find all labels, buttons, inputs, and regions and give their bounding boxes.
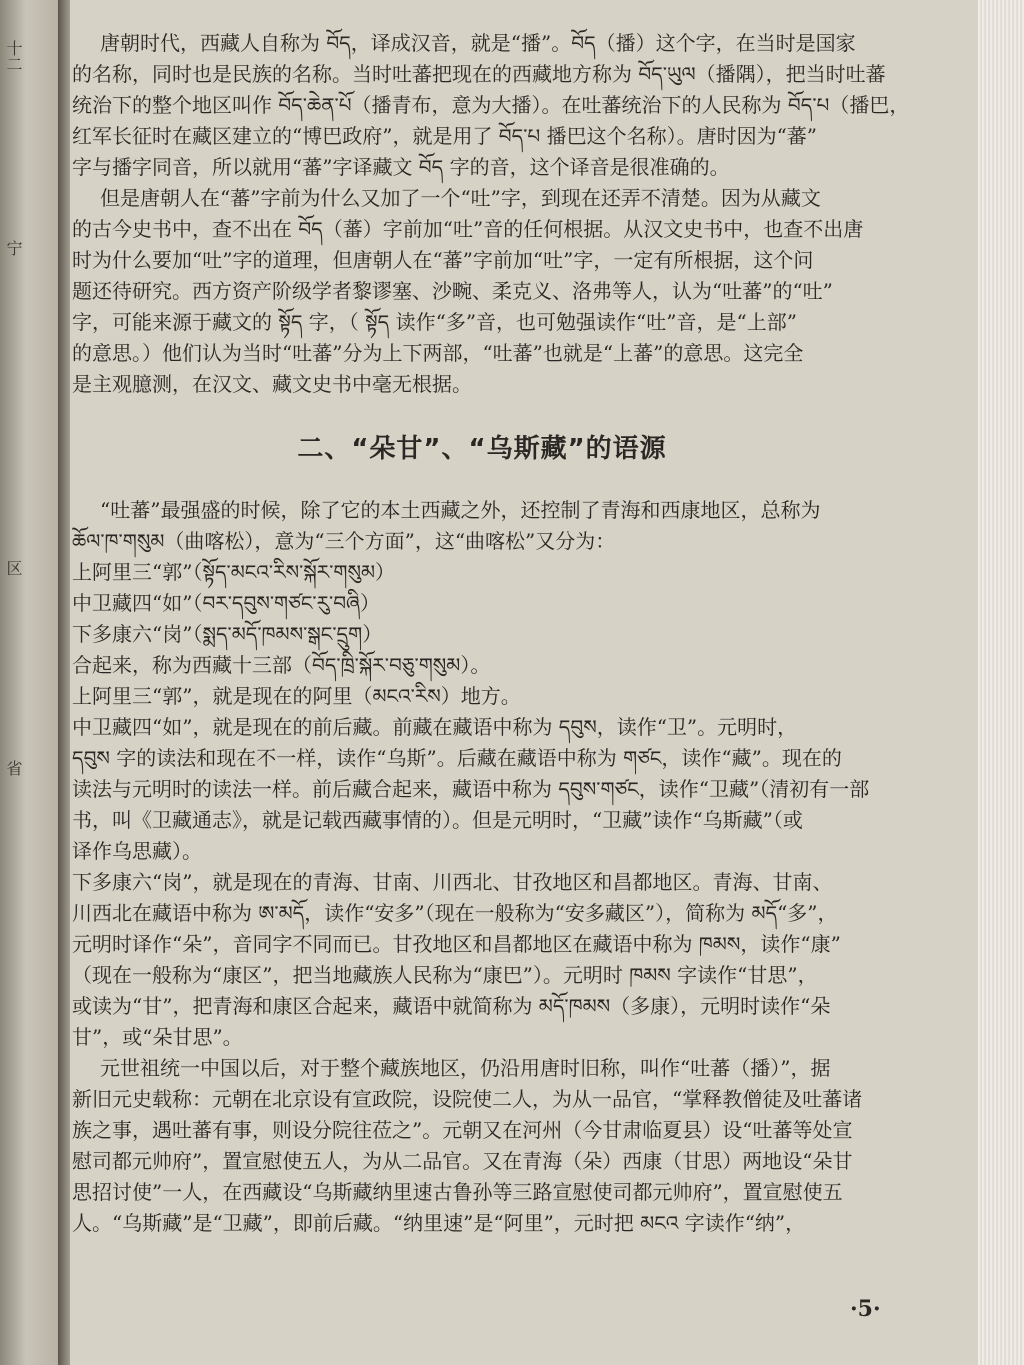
text-line: 思招讨使”一人，在西藏设“乌斯藏纳里速古鲁孙等三路宣慰使司都元帅府”，置宣慰使五 [72, 1180, 843, 1204]
text-line: 或读为“甘”，把青海和康区合起来，藏语中就简称为 མདོ་ཁམས（多康），元明时读作“朵 [72, 994, 831, 1018]
text-line: 的意思。）他们认为当时“吐蕃”分为上下两部，“吐蕃”也就是“上蕃”的意思。这完全 [72, 341, 804, 365]
list-item: 上阿里三“郭”，就是现在的阿里（མངའ་རིས）地方。 [72, 684, 521, 708]
left-page-text: 省 [4, 760, 23, 776]
text-line: 时为什么要加“吐”字的道理，但唐朝人在“蕃”字前加“吐”字，一定有所根据，这个问 [72, 248, 814, 272]
list-item: 中卫藏四“如”（བར་དབུས་གཙང་རུ་བཞི） [72, 591, 381, 615]
text-line: 川西北在藏语中称为 ཨ་མདོ，读作“安多”（现在一般称为“安多藏区”），简称为 མདོ“多”， [72, 901, 838, 925]
text-line: དབུས 字的读法和现在不一样，读作“乌斯”。后藏在藏语中称为 གཙང，读作“藏”。现在的 [72, 746, 842, 770]
list-item: 上阿里三“郭”（སྟོད་མངའ་རིས་སྐོར་གསུམ） [72, 560, 396, 584]
text-line: 红军长征时在藏区建立的“博巴政府”，就是用了 བོད་པ 播巴这个名称）。唐时因为“蕃” [72, 124, 818, 148]
page-number: ·5· [850, 1296, 881, 1322]
text-line: 中卫藏四“如”，就是现在的前后藏。前藏在藏语中称为 དབུས，读作“卫”。元明时， [72, 715, 798, 739]
intro-paragraph [72, 495, 892, 557]
text-line: 译作乌思藏）。 [72, 839, 202, 863]
text-line: 唐朝时代，西藏人自称为 བོད，译成汉音，就是“播”。བོད（播）这个字，在当时是国家 [100, 31, 856, 55]
left-page-text: 宁 [4, 240, 23, 256]
text-line: 人。“乌斯藏”是“卫藏”，即前后藏。“纳里速”是“阿里”，元时把 མངའ 字读作“纳”， [72, 1211, 806, 1235]
paragraph [72, 1053, 892, 1239]
paragraph [72, 867, 892, 1053]
text-line: 新旧元史载称：元朝在北京设有宣政院，设院使二人，为从一品官，“掌释教僧徒及吐蕃诸 [72, 1087, 863, 1111]
section-heading: 二、“朵甘”、“乌斯藏”的语源 [297, 434, 667, 464]
text-line: 但是唐朝人在“蕃”字前为什么又加了一个“吐”字，到现在还弄不清楚。因为从藏文 [100, 186, 821, 210]
page-stack-edge [978, 0, 1024, 1365]
text-line: 书，叫《卫藏通志》，就是记载西藏事情的）。但是元明时，“卫藏”读作“乌斯藏”（或 [72, 808, 803, 832]
paragraph [72, 183, 892, 400]
list-item: 下多康六“岗”（སྨད་མདོ་ཁམས་སྒང་དྲུག） [72, 622, 383, 646]
text-line: 下多康六“岗”，就是现在的青海、甘南、川西北、甘孜地区和昌都地区。青海、甘南、 [72, 870, 833, 894]
paragraph [72, 712, 892, 867]
left-page-fragment [0, 0, 58, 1365]
text-line: 字，可能来源于藏文的 སྟོད 字，（ སྟོད 读作“多”音，也可勉强读作“吐”音，是“上部” [72, 310, 797, 334]
page-content [72, 28, 910, 1239]
text-line: 字与播字同音，所以就用“蕃”字译藏文 བོད 字的音，这个译音是很准确的。 [72, 155, 730, 179]
left-page-text: 区 [4, 560, 23, 576]
text-line: 的名称，同时也是民族的名称。当时吐蕃把现在的西藏地方称为 བོད་ཡུལ（播隅），把当时吐蕃 [72, 62, 886, 86]
text-line: 的古今史书中，查不出在 བོད（蕃）字前加“吐”音的任何根据。从汉文史书中，也查不出唐 [72, 217, 864, 241]
left-page-text: 十二 [4, 40, 23, 72]
text-line: （现在一般称为“康区”，把当地藏族人民称为“康巴”）。元明时 ཁམས 字读作“甘思”， [72, 963, 818, 987]
text-line: 题还待研究。西方资产阶级学者黎谬塞、沙畹、柔克义、洛弗等人，认为“吐蕃”的“吐” [72, 279, 833, 303]
text-line: 是主观臆测，在汉文、藏文史书中毫无根据。 [72, 372, 472, 396]
text-line: 读法与元明时的读法一样。前后藏合起来，藏语中称为 དབུས་གཙང，读作“卫藏”（清初有一部 [72, 777, 870, 801]
book-page [70, 0, 978, 1365]
text-line: 族之事，遇吐蕃有事，则设分院往莅之”。元朝又在河州（今甘肃临夏县）设“吐蕃等处宣 [72, 1118, 853, 1142]
list-item: 合起来，称为西藏十三部（བོད་ཁྲི་སྐོར་བཅུ་གསུམ）。 [72, 653, 491, 677]
text-line: ཆོལ་ཁ་གསུམ（曲喀松），意为“三个方面”，这“曲喀松”又分为： [72, 529, 616, 553]
paragraph [72, 28, 910, 183]
text-line: 元世祖统一中国以后，对于整个藏族地区，仍沿用唐时旧称，叫作“吐蕃（播）”，据 [100, 1056, 831, 1080]
text-line: “吐蕃”最强盛的时候，除了它的本土西藏之外，还控制了青海和西康地区，总称为 [100, 498, 821, 522]
region-list [72, 557, 892, 712]
text-line: 统治下的整个地区叫作 བོད་ཆེན་པོ（播青布，意为大播）。在吐蕃统治下的人民称为 བོད་པ（播巴， [72, 93, 910, 117]
text-line: 甘”，或“朵甘思”。 [72, 1025, 243, 1049]
text-line: 元明时译作“朵”，音同字不同而已。甘孜地区和昌都地区在藏语中称为 ཁམས，读作“康” [72, 932, 841, 956]
text-line: 慰司都元帅府”，置宣慰使五人，为从二品官。又在青海（朵）西康（甘思）两地设“朵甘 [72, 1149, 853, 1173]
